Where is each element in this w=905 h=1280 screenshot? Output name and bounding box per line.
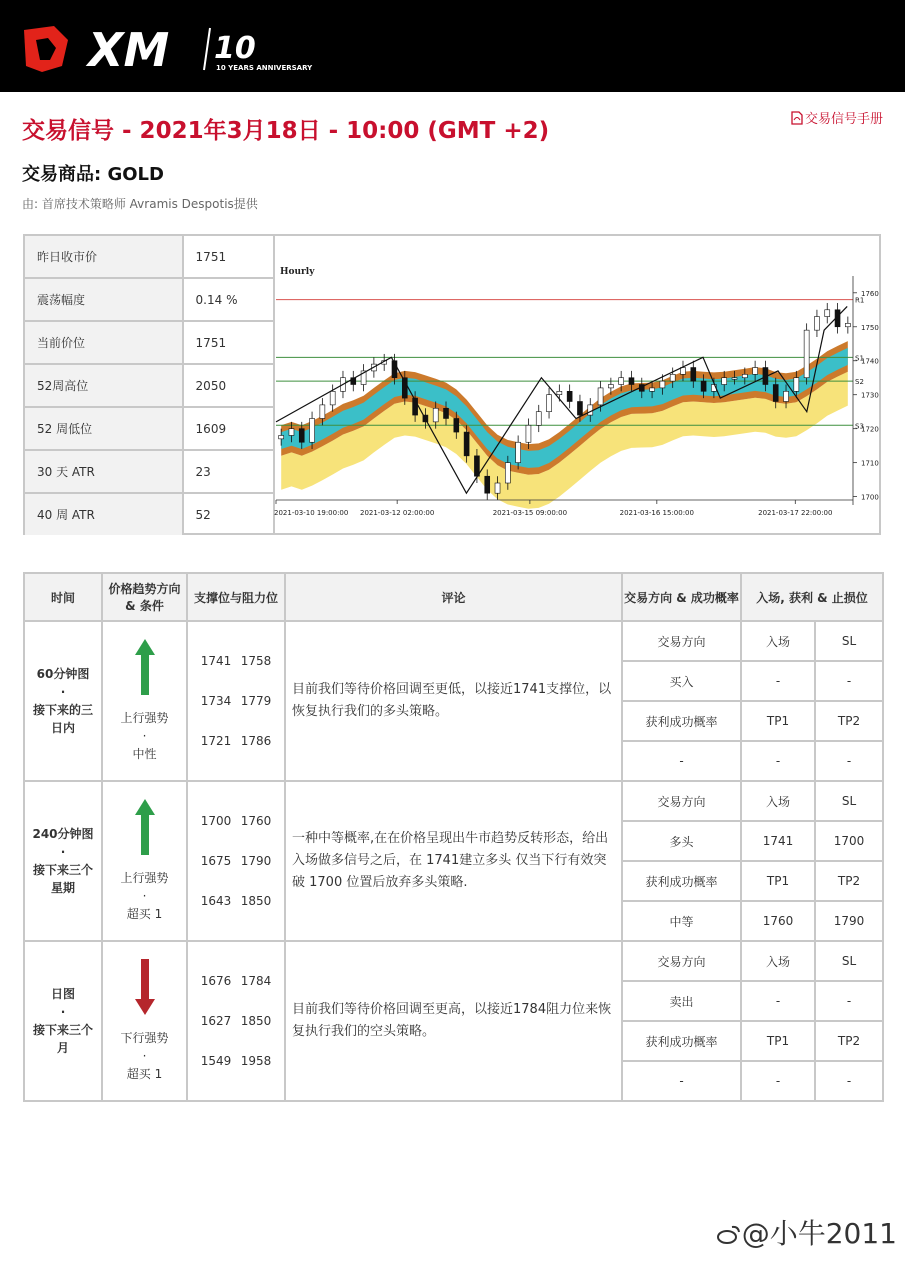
- signal-row: [24, 941, 883, 981]
- candle: [299, 429, 304, 443]
- trend-line: 下行强势: [120, 1031, 169, 1045]
- support-level: 1643: [200, 894, 232, 908]
- resistance-level: 1760: [240, 814, 272, 828]
- info-row: [25, 364, 274, 407]
- info-label: 40 周 ATR: [25, 493, 183, 535]
- product-title: 交易商品: GOLD: [22, 164, 164, 185]
- candle: [753, 368, 758, 375]
- resistance-level: 1786: [240, 734, 272, 748]
- timeframe-line: 日内: [50, 721, 75, 735]
- logo-text: XM: [88, 23, 170, 77]
- trade-grid-cell: -: [622, 741, 741, 781]
- candle: [279, 435, 284, 438]
- info-value: 0.14 %: [183, 278, 274, 321]
- candle: [732, 378, 737, 380]
- trade-grid-cell: -: [622, 1061, 741, 1101]
- candle: [619, 378, 624, 385]
- trade-grid-cell: 获利成功概率: [622, 861, 741, 901]
- candle: [742, 374, 747, 377]
- y-tick-label: 1720: [861, 425, 879, 434]
- trade-grid-cell: 交易方向: [622, 781, 741, 821]
- trade-grid-cell: -: [815, 1061, 883, 1101]
- trade-grid-cell: 交易方向: [622, 621, 741, 661]
- trade-grid-cell: 入场: [741, 621, 815, 661]
- candle: [722, 378, 727, 385]
- trend-line: ·: [142, 729, 147, 743]
- trade-grid-cell: TP2: [815, 1021, 883, 1061]
- svg-text:10 YEARS ANNIVERSARY: 10 YEARS ANNIVERSARY: [216, 64, 313, 72]
- comment-cell: 目前我们等待价格回调至更低，以接近1741支撑位，以恢复执行我们的多头策略。: [285, 621, 622, 781]
- info-value: 2050: [183, 364, 274, 407]
- info-value: 1751: [183, 236, 274, 278]
- trade-grid-cell: 交易方向: [622, 941, 741, 981]
- manual-link-label: 交易信号手册: [804, 112, 883, 127]
- level-pair: [188, 681, 284, 721]
- candle: [784, 391, 789, 401]
- timeframe-line: ·: [60, 845, 66, 859]
- levels-cell: [187, 941, 285, 1101]
- y-tick-label: 1740: [861, 357, 879, 366]
- trade-grid-cell: TP2: [815, 861, 883, 901]
- trade-grid-cell: TP1: [741, 861, 815, 901]
- x-tick-label: 2021-03-12 02:00:00: [359, 509, 435, 517]
- level-pair: [188, 881, 284, 921]
- trade-grid-cell: -: [741, 981, 815, 1021]
- timeframe-line: 月: [56, 1041, 69, 1055]
- trend-cell: [102, 621, 187, 781]
- trade-grid-cell: 中等: [622, 901, 741, 941]
- resistance-level: 1850: [240, 894, 272, 908]
- candle: [433, 408, 438, 422]
- trade-grid-cell: -: [741, 661, 815, 701]
- candle: [825, 310, 830, 317]
- header-trend: 价格趋势方向 & 条件: [102, 573, 187, 621]
- trade-grid-cell: TP2: [815, 701, 883, 741]
- timeframe-line: 60分钟图: [36, 667, 90, 681]
- info-value: 1751: [183, 321, 274, 364]
- timeframe-line: 星期: [50, 881, 75, 895]
- candle: [505, 463, 510, 483]
- candle: [577, 401, 582, 415]
- candle: [536, 412, 541, 426]
- candle: [454, 418, 459, 432]
- candle: [691, 368, 696, 382]
- header-entry: 入场, 获利 & 止损位: [741, 573, 883, 621]
- level-label: S3: [855, 422, 864, 431]
- info-label: 52周高位: [25, 364, 183, 407]
- resistance-level: 1790: [240, 854, 272, 868]
- candle: [289, 429, 294, 436]
- trade-grid-cell: 1760: [741, 901, 815, 941]
- candle: [598, 388, 603, 405]
- resistance-level: 1758: [240, 654, 272, 668]
- support-level: 1676: [200, 974, 232, 988]
- candle: [794, 378, 799, 392]
- timeframe-line: 接下来三个: [32, 1023, 93, 1037]
- candle: [516, 442, 521, 462]
- candle: [660, 381, 665, 388]
- watermark-text: @小牛2011: [741, 1217, 897, 1250]
- candle: [444, 408, 449, 418]
- trend-cell: [102, 781, 187, 941]
- candle: [588, 405, 593, 415]
- x-tick-label: 2021-03-10 19:00:00: [274, 509, 349, 517]
- trade-grid-cell: -: [815, 661, 883, 701]
- brand-header: [0, 0, 905, 92]
- info-value: 52: [183, 493, 274, 535]
- info-row: [25, 407, 274, 450]
- trend-line: 上行强势: [120, 711, 169, 725]
- trade-grid-cell: 1790: [815, 901, 883, 941]
- signal-table: [23, 572, 884, 1102]
- info-label: 30 天 ATR: [25, 450, 183, 493]
- candle: [629, 378, 634, 385]
- candle: [701, 381, 706, 391]
- trade-grid-cell: 多头: [622, 821, 741, 861]
- trade-grid-cell: -: [815, 981, 883, 1021]
- candle: [320, 405, 325, 419]
- timeframe-line: 接下来的三: [32, 703, 93, 717]
- level-label: R1: [855, 296, 865, 305]
- comment-cell: 目前我们等待价格回调至更高，以接近1784阻力位来恢复执行我们的空头策略。: [285, 941, 622, 1101]
- trade-grid-cell: 1700: [815, 821, 883, 861]
- candle: [495, 483, 500, 493]
- trade-grid-cell: 入场: [741, 781, 815, 821]
- trend-line: 超买 1: [126, 1067, 163, 1081]
- info-row: [25, 236, 274, 278]
- trade-grid-cell: SL: [815, 621, 883, 661]
- trade-grid-cell: 入场: [741, 941, 815, 981]
- candle: [845, 323, 850, 326]
- candle: [547, 395, 552, 412]
- support-level: 1734: [200, 694, 232, 708]
- candle: [773, 385, 778, 402]
- y-tick-label: 1760: [861, 289, 879, 298]
- signal-manual-link[interactable]: [791, 108, 883, 127]
- trend-line: ·: [142, 889, 147, 903]
- candle: [680, 368, 685, 375]
- timeframe-cell: [24, 781, 102, 941]
- level-pair: [188, 961, 284, 1001]
- timeframe-line: ·: [60, 1005, 66, 1019]
- market-info-box: [23, 234, 881, 535]
- level-label: S1: [855, 354, 864, 363]
- support-level: 1627: [200, 1014, 232, 1028]
- level-pair: [188, 721, 284, 761]
- signal-row: [24, 781, 883, 821]
- arrow-down-icon: [135, 959, 155, 1015]
- levels-cell: [187, 781, 285, 941]
- info-row: [25, 493, 274, 535]
- info-label: 震荡幅度: [25, 278, 183, 321]
- level-pair: [188, 841, 284, 881]
- info-label: 52 周低位: [25, 407, 183, 450]
- resistance-level: 1784: [240, 974, 272, 988]
- y-tick-label: 1710: [861, 459, 879, 468]
- trade-grid-cell: 1741: [741, 821, 815, 861]
- page-title: 交易信号 - 2021年3月18日 - 10:00 (GMT +2): [22, 118, 550, 144]
- candle: [526, 425, 531, 442]
- xm-logo-icon: [22, 20, 313, 77]
- support-level: 1741: [200, 654, 232, 668]
- y-tick-label: 1750: [861, 323, 879, 332]
- levels-cell: [187, 621, 285, 781]
- resistance-level: 1779: [240, 694, 272, 708]
- trade-grid-cell: TP1: [741, 1021, 815, 1061]
- candle: [567, 391, 572, 401]
- info-row: [25, 321, 274, 364]
- info-row: [25, 278, 274, 321]
- trend-cell: [102, 941, 187, 1101]
- trade-grid-cell: SL: [815, 781, 883, 821]
- candle: [650, 388, 655, 391]
- trade-grid-cell: -: [741, 1061, 815, 1101]
- y-tick-label: 1730: [861, 391, 879, 400]
- level-pair: [188, 801, 284, 841]
- header-time: 时间: [24, 573, 102, 621]
- candle: [310, 418, 315, 442]
- timeframe-line: 240分钟图: [32, 827, 94, 841]
- chart-title: Hourly: [280, 267, 315, 277]
- candle: [814, 317, 819, 331]
- level-label: S2: [855, 378, 864, 387]
- support-level: 1549: [200, 1054, 232, 1068]
- candle: [464, 432, 469, 456]
- timeframe-line: 接下来三个: [32, 863, 93, 877]
- header-comment: 评论: [285, 573, 622, 621]
- info-label: 当前价位: [25, 321, 183, 364]
- header-levels: 支撑位与阻力位: [187, 573, 285, 621]
- support-level: 1700: [200, 814, 232, 828]
- candle: [330, 391, 335, 405]
- candle: [557, 391, 562, 394]
- resistance-level: 1958: [240, 1054, 272, 1068]
- hourly-chart: [275, 236, 881, 533]
- candle: [485, 476, 490, 493]
- info-row: [25, 450, 274, 493]
- signal-row: [24, 621, 883, 661]
- trade-grid-cell: SL: [815, 941, 883, 981]
- x-tick-label: 2021-03-15 09:00:00: [492, 509, 568, 517]
- trade-grid-cell: 卖出: [622, 981, 741, 1021]
- trade-grid-cell: 获利成功概率: [622, 701, 741, 741]
- svg-text:10: 10: [214, 31, 256, 66]
- trade-grid-cell: -: [741, 741, 815, 781]
- info-value: 23: [183, 450, 274, 493]
- trade-grid-cell: 买入: [622, 661, 741, 701]
- comment-cell: 一种中等概率,在在价格呈现出牛市趋势反转形态，给出入场做多信号之后，在 1741建立多头 仅当下行有效突破 1700 位置后放弃多头策略.: [285, 781, 622, 941]
- timeframe-cell: [24, 621, 102, 781]
- watermark: [716, 1212, 897, 1252]
- y-tick-label: 1700: [861, 493, 879, 502]
- candle: [608, 385, 613, 388]
- support-level: 1721: [200, 734, 232, 748]
- candle: [670, 374, 675, 381]
- market-info-table: [25, 236, 275, 535]
- candle: [474, 456, 479, 476]
- arrow-up-icon: [135, 799, 155, 855]
- trade-grid-cell: -: [815, 741, 883, 781]
- info-label: 昨日收市价: [25, 236, 183, 278]
- trade-grid-cell: TP1: [741, 701, 815, 741]
- pdf-icon: [791, 111, 803, 125]
- trend-line: 超买 1: [126, 907, 163, 921]
- timeframe-line: 日图: [50, 987, 75, 1001]
- trend-line: 上行强势: [120, 871, 169, 885]
- resistance-level: 1850: [240, 1014, 272, 1028]
- trade-grid-cell: 获利成功概率: [622, 1021, 741, 1061]
- provider-text: 由: 首席技术策略师 Avramis Despotis提供: [22, 197, 258, 211]
- timeframe-line: ·: [60, 685, 66, 699]
- trend-line: 中性: [132, 747, 157, 761]
- header-direction: 交易方向 & 成功概率: [622, 573, 741, 621]
- weibo-icon: [716, 1223, 742, 1245]
- info-value: 1609: [183, 407, 274, 450]
- trend-line: ·: [142, 1049, 147, 1063]
- candle: [804, 330, 809, 378]
- x-tick-label: 2021-03-17 22:00:00: [758, 509, 833, 517]
- level-pair: [188, 1041, 284, 1081]
- arrow-up-icon: [135, 639, 155, 695]
- x-tick-label: 2021-03-16 15:00:00: [619, 509, 694, 517]
- support-level: 1675: [200, 854, 232, 868]
- level-pair: [188, 641, 284, 681]
- timeframe-cell: [24, 941, 102, 1101]
- level-pair: [188, 1001, 284, 1041]
